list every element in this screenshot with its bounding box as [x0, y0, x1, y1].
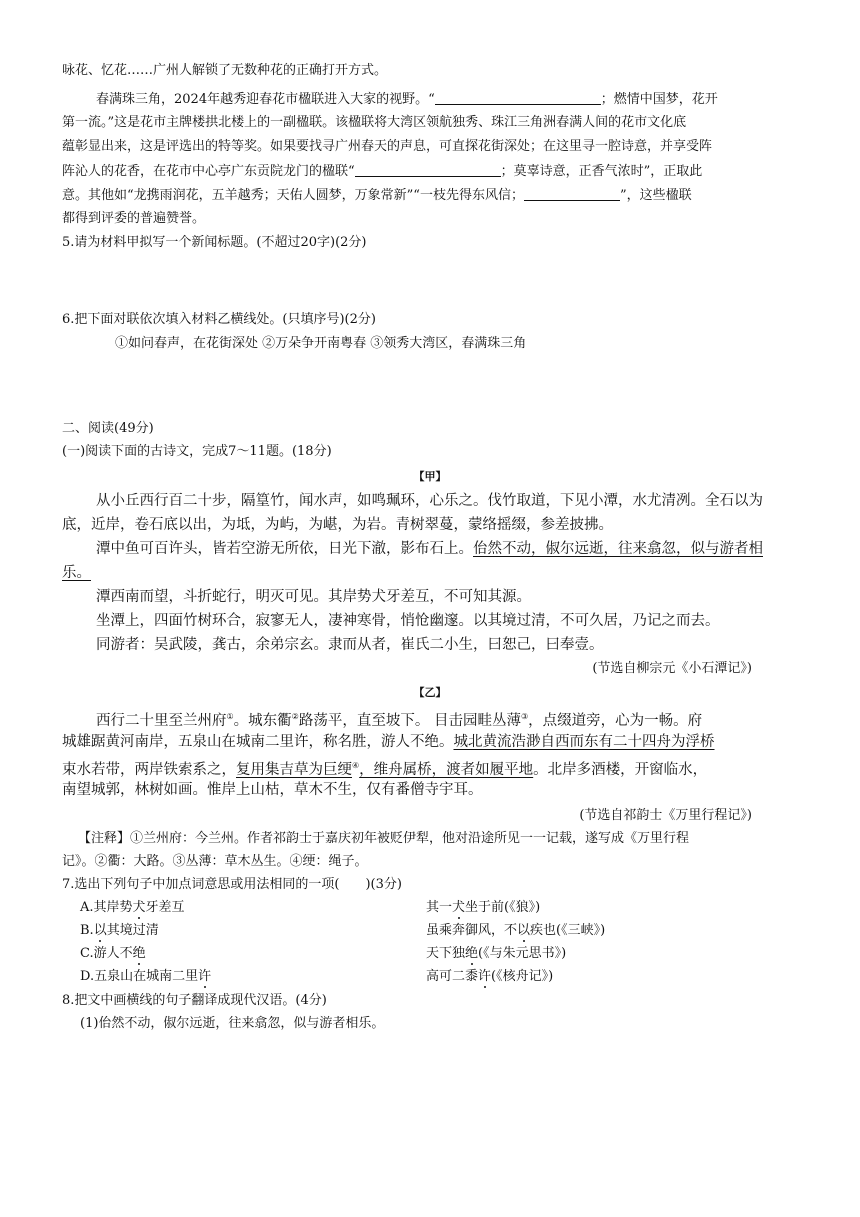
passage-line: 底，近岸，卷石底以出，为坻，为屿，为嵁，为岩。青树翠蔓，蒙络摇缀，参差披拂。: [62, 517, 613, 533]
option-d-left: D.五泉山在城南二里许: [80, 969, 212, 984]
passage-label: 【乙】: [413, 686, 447, 699]
question-6-options: ①如问春声，在花街深处 ②万朵争开南粤春 ③领秀大湾区，春满珠三角: [115, 336, 527, 351]
answer-blank[interactable]: [524, 186, 620, 201]
passage-line: 潭西南而望，斗折蛇行，明灭可见。其岸势犬牙差互，不可知其源。: [96, 589, 531, 605]
passage-line: 坐潭上，四面竹树环合，寂寥无人，凄神寒骨，悄怆幽邃。以其境过清，不可久居，乃记之而去。: [96, 613, 720, 629]
answer-blank[interactable]: [435, 90, 601, 105]
option-b-right: 虽乘奔御风，不以疾也(《三峡》): [426, 923, 606, 938]
material-line: 咏花、忆花……广州人解锁了无数种花的正确打开方式。: [62, 63, 388, 78]
passage-line: [96, 540, 763, 558]
material-text: 意。其他如“龙携雨润花，五羊越秀；天佑人圆梦，万象常新”“一枝先得东风信；: [62, 188, 524, 203]
material-line: 蕴彰显出来，这是评选出的特等奖。如果要找寻广州春天的声息，可直探花街深处；在这里寻一腔诗意，并享受阵: [62, 139, 713, 154]
section-subtitle: (一)阅读下面的古诗文，完成7～11题。(18分): [62, 444, 332, 459]
passage-text: 西行二十里至兰州府: [96, 712, 227, 729]
material-text: 阵沁人的花香，在花市中心亭广东贡院龙门的楹联“: [62, 164, 355, 179]
passage-text: 潭中鱼可百许头，皆若空游无所依，日光下澈，影布石上。: [96, 541, 473, 557]
passage-line: 从小丘西行百二十步，隔篁竹，闻水声，如鸣珮环，心乐之。伐竹取道，下见小潭，水尤清冽。全石以为: [96, 493, 763, 509]
option-c-right: 天下独绝(《与朱元思书》): [426, 946, 567, 961]
passage-text: 路荡平，直至坡下。 目击园畦丛薄: [298, 712, 521, 729]
passage-line: [62, 564, 91, 582]
passage-line: 同游者：吴武陵，龚古，余弟宗玄。隶而从者，崔氏二小生，曰恕己，曰奉壹。: [96, 637, 604, 653]
passage-text: ，点缀道旁，心为一畅。府: [528, 712, 703, 729]
underlined-sentence: 乐。: [62, 565, 91, 581]
passage-source: (节选自祁韵士《万里行程记》): [579, 808, 752, 823]
underlined-sentence: 城北黄流浩渺自西而东有二十四舟为浮桥: [453, 734, 715, 750]
footnote-marker: ②: [291, 712, 299, 721]
dotted-word: 许: [478, 969, 492, 984]
material-line: [62, 162, 702, 181]
passage-text: 城雄踞黄河南岸，五泉山在城南二里许，称名胜，游人不绝。: [62, 734, 454, 750]
passage-text: 。北岸多酒楼，开窗临水，: [533, 761, 708, 778]
passage-line: [96, 708, 702, 730]
material-text: ；莫辜诗意，正香气浓时”，正取此: [500, 164, 703, 179]
footnote-marker: ④: [352, 761, 360, 770]
dotted-word: 以: [93, 923, 107, 938]
notes-line: 【注释】①兰州府：今兰州。作者祁韵士于嘉庆初年被贬伊犁，他对沿途所见一一记载，遂写成《万里行程: [78, 831, 690, 846]
material-line: [96, 90, 718, 109]
passage-source: (节选自柳宗元《小石潭记》): [592, 661, 752, 676]
option-d-right: 高可二黍许(《核舟记》): [426, 969, 554, 984]
answer-blank[interactable]: [355, 162, 501, 177]
option-b-left: B.以其境过清: [80, 923, 159, 938]
footnote-marker: ①: [226, 712, 234, 721]
passage-line: 南望城郭，林树如画。惟岸上山枯，草木不生，仅有番僧寺宇耳。: [62, 782, 483, 798]
dotted-word: 犬: [132, 900, 146, 915]
dotted-word: 绝: [465, 946, 479, 961]
material-text: 春满珠三角，2024年越秀迎春花市楹联进入大家的视野。“: [96, 92, 435, 107]
question-6: 6.把下面对联依次填入材料乙横线处。(只填序号)(2分): [62, 312, 376, 327]
material-line: 第一流。”这是花市主牌楼拱北楼上的一副楹联。该楹联将大湾区领航独秀、珠江三角洲春满人间的花市文化底: [62, 115, 687, 130]
material-line: 都得到评委的普遍赞誉。: [62, 211, 206, 226]
passage-line: [62, 757, 707, 779]
material-line: [62, 186, 692, 205]
question-8: 8.把文中画横线的句子翻译成现代汉语。(4分): [62, 993, 327, 1008]
passage-text: 束水若带，两岸铁索系之，: [62, 761, 236, 778]
option-c-left: C.游人不绝: [80, 946, 146, 961]
dotted-word: 犬: [452, 900, 466, 915]
passage-text: 。城东衢: [233, 712, 292, 729]
passage-line: [62, 733, 715, 751]
dotted-word: 许: [198, 969, 212, 984]
question-7: 7.选出下列句子中加点词意思或用法相同的一项( )(3分): [62, 877, 402, 892]
underlined-sentence: 佁然不动，俶尔远逝，往来翕忽，似与游者相: [473, 541, 763, 557]
footnote-marker: ③: [520, 712, 529, 721]
dotted-word: 绝: [132, 946, 146, 961]
material-text: ”，这些楹联: [619, 188, 692, 203]
dotted-word: 以: [517, 923, 531, 938]
section-title: 二、阅读(49分): [62, 421, 154, 436]
passage-label: 【甲】: [413, 470, 447, 483]
question-5: 5.请为材料甲拟写一个新闻标题。(不超过20字)(2分): [62, 235, 367, 250]
question-8-item: (1)佁然不动，俶尔远逝，往来翕忽，似与游者相乐。: [80, 1016, 385, 1031]
underlined-sentence: 复用集吉草为巨绠: [236, 761, 352, 778]
material-text: ；燃情中国梦，花开: [600, 92, 718, 107]
option-a-right: 其一犬坐于前(《狼》): [426, 900, 541, 915]
underlined-sentence: ，维舟属桥，渡者如履平地: [359, 761, 534, 778]
notes-line: 记》。②衢：大路。③丛薄：草木丛生。④绠：绳子。: [62, 854, 368, 869]
option-a-left: A.其岸势犬牙差互: [80, 900, 185, 915]
